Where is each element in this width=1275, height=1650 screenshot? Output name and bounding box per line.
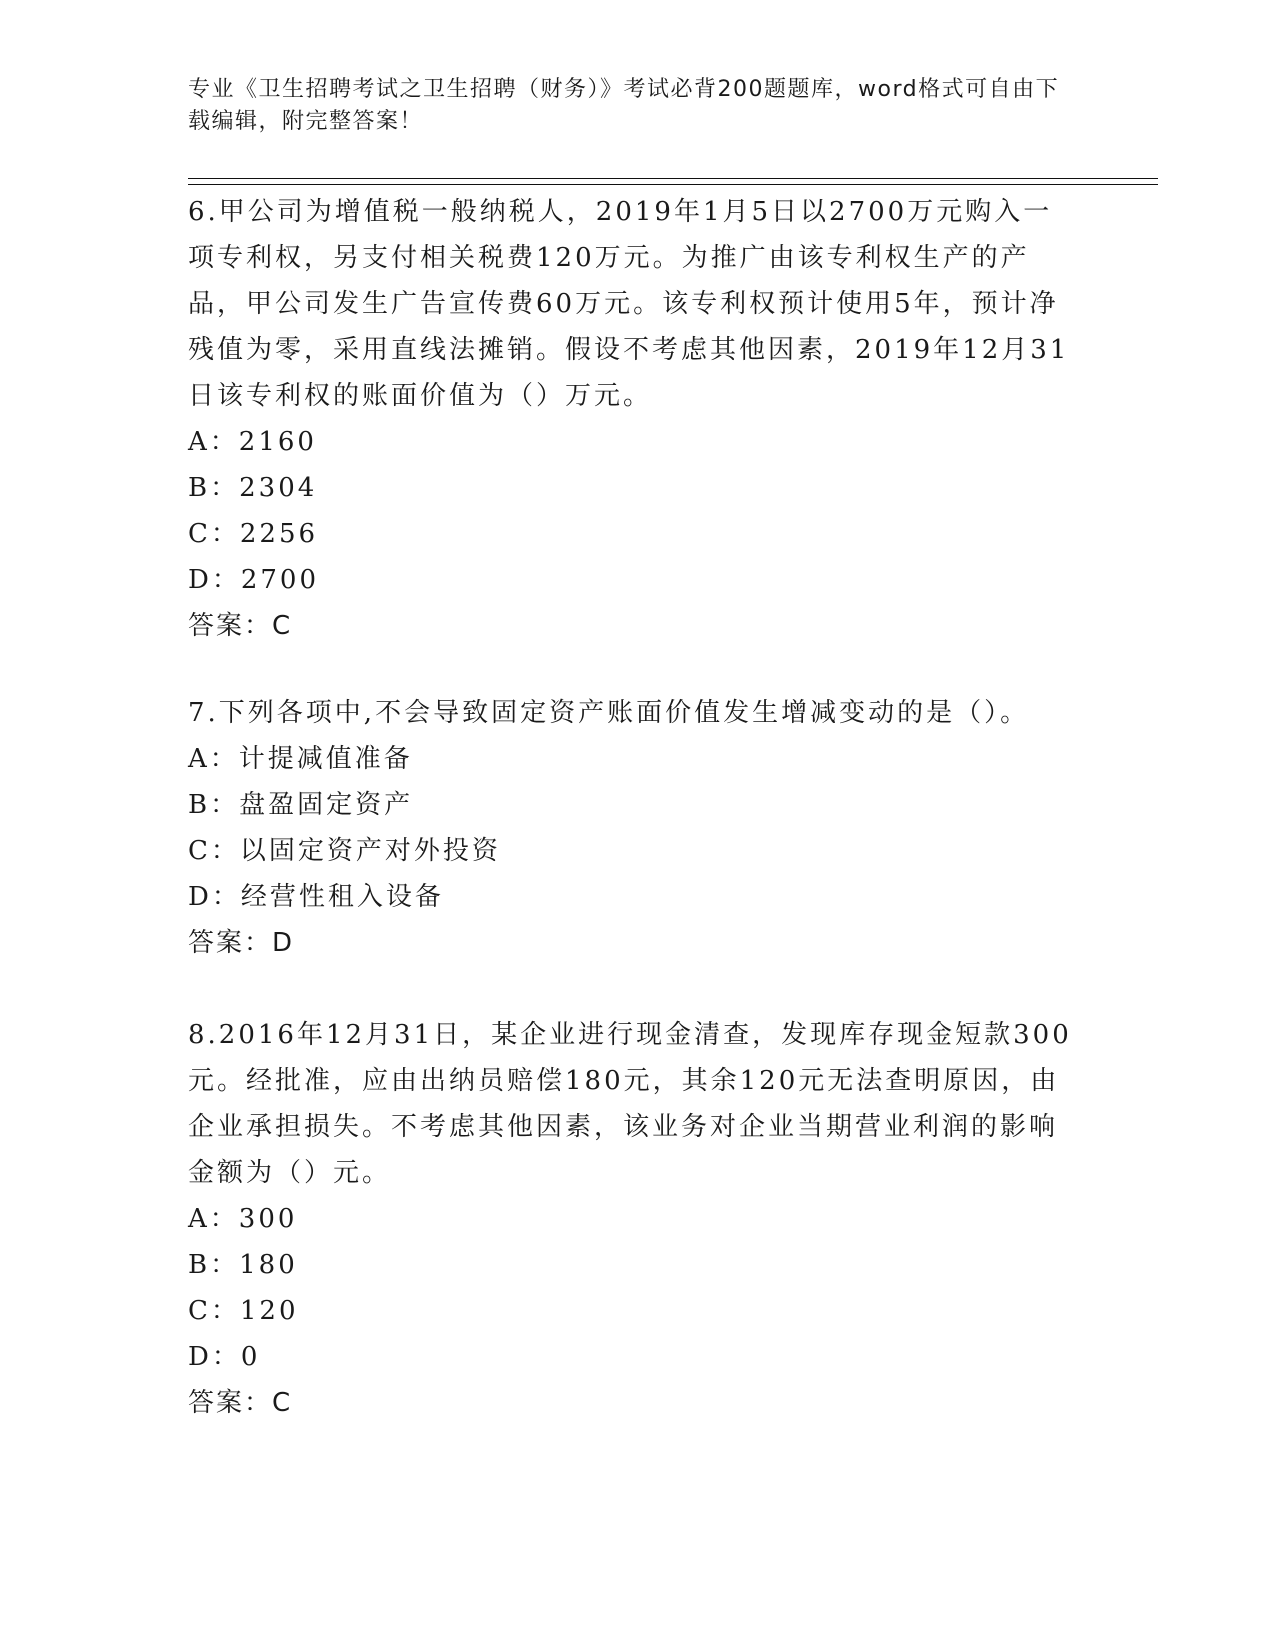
header-divider-bottom: [188, 184, 1158, 185]
option-d: D：2700: [188, 565, 320, 595]
answer: 答案：C: [188, 611, 293, 641]
question-stem: 8.2016年12月31日，某企业进行现金清查，发现库存现金短款300元。经批准，应由出纳员赔偿180元，其余120元无法查明原因，由企业承担损失。不考虑其他因素，该业务对企业当期营业利润的影响金额为（）元。: [188, 1020, 1072, 1188]
question-8: [188, 1012, 1078, 1426]
question-stem: 7.下列各项中,不会导致固定资产账面价值发生增减变动的是（）。: [188, 698, 1030, 728]
answer: 答案：C: [188, 1388, 293, 1418]
option-a: A：300: [188, 1204, 298, 1234]
question-stem: 6.甲公司为增值税一般纳税人，2019年1月5日以2700万元购入一项专利权，另支付相关税费120万元。为推广由该专利权生产的产品，甲公司发生广告宣传费60万元。该专利权预计使用5年，预计净残值为零，采用直线法摊销。假设不考虑其他因素，2019年12月31日该专利权的账面价值为（）万元。: [188, 197, 1070, 411]
document-header: 专业《卫生招聘考试之卫生招聘（财务）》考试必背200题题库，word格式可自由下载编辑，附完整答案！: [188, 77, 1060, 134]
option-a: A：2160: [188, 427, 317, 457]
option-c: C：2256: [188, 519, 319, 549]
option-c: C：120: [188, 1296, 299, 1326]
option-a: A：计提减值准备: [188, 744, 413, 774]
question-6: [188, 189, 1078, 649]
header-divider-top: [188, 178, 1158, 179]
option-b: B：180: [188, 1250, 298, 1280]
option-b: B：盘盈固定资产: [188, 790, 414, 820]
option-c: C：以固定资产对外投资: [188, 836, 501, 866]
answer: 答案：D: [188, 928, 295, 958]
option-d: D：0: [188, 1342, 261, 1372]
option-b: B：2304: [188, 473, 318, 503]
question-7: [188, 690, 1078, 966]
option-d: D：经营性租入设备: [188, 882, 444, 912]
